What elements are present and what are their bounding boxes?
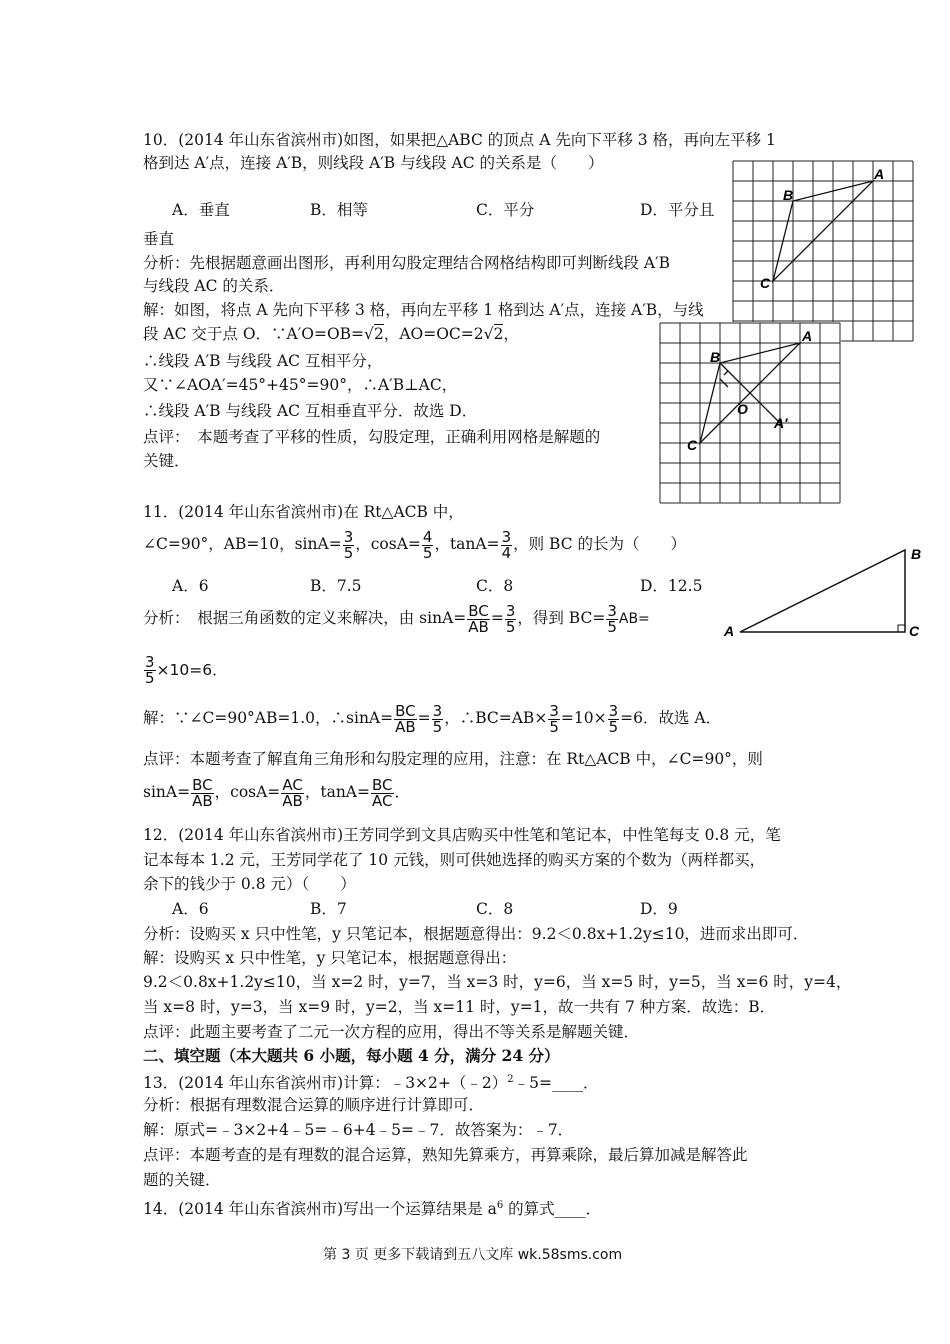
q12-option-a: A．6 (172, 900, 209, 918)
q10-grid-figure-2 (659, 322, 841, 504)
right-angle-mark (898, 625, 905, 632)
fig3-label-b: B (911, 546, 922, 562)
q11-option-c: C．8 (476, 577, 514, 595)
q11-stem-line1: 11．(2014 年山东省滨州市)在 Rt△ACB 中， (143, 503, 464, 521)
q10-solution-line2: 段 AC 交于点 O．∵A′O=OB=√2，AO=OC=2√2， (143, 325, 519, 343)
q12-solution-line2: 9.2＜0.8x+1.2y≤10，当 x=2 时，y=7，当 x=3 时，y=6，当 x=5 时，y=5，当 x=6 时，y=4， (143, 973, 852, 991)
q11-option-b: B．7.5 (310, 577, 362, 595)
q10-option-b: B．相等 (310, 201, 368, 219)
q10-grid-figure-1 (732, 160, 914, 342)
fig2-label-c: C (687, 437, 698, 453)
q11-analysis-line1: 分析： 根据三角函数的定义来解决，由 sinA= $\frac{BC}{AB}$ = $\frac{3}{5}$ ，得到 BC= $\frac{3}{5}$ AB= (143, 601, 650, 636)
section-2-heading: 二、填空题（本大题共 6 小题，每小题 4 分，满分 24 分） (143, 1046, 560, 1065)
fig2-label-b: B (710, 349, 721, 365)
q10-option-d-wrap: 垂直 (143, 230, 175, 248)
q10-stem-line1: 10．(2014 年山东省滨州市)如图，如果把△ABC 的顶点 A 先向下平移 3 格，再向左平移 1 (143, 131, 776, 149)
q11-comment-line1: 点评：本题考查了解直角三角形和勾股定理的应用，注意：在 Rt△ACB 中，∠C=90°，则 (143, 750, 763, 768)
q11-solution: 解：∵∠C=90°AB=1.0，∴sinA= $\frac{BC}{AB}$ = $\frac{3}{5}$ ，∴BC=AB× $\frac{3}{5}$ =10× $\frac{3}{5}$ =6．故选 A． (143, 701, 722, 736)
q11-comment-line2: sinA= $\frac{BC}{AB}$ ，cosA= $\frac{AC}{AB}$ ，tanA= $\frac{BC}{AC}$ ． (143, 775, 411, 810)
page-footer: 第 3 页 更多下载请到五八文库 wk.58sms.com (323, 1247, 623, 1263)
q13-analysis: 分析：根据有理数混合运算的顺序进行计算即可． (143, 1096, 485, 1114)
fig1-label-c: C (760, 275, 771, 291)
q13-stem: 13．(2014 年山东省滨州市)计算：﹣3×2+（﹣2）$^2$﹣5=____． (143, 1074, 599, 1093)
q10-option-a: A．垂直 (172, 201, 230, 219)
q12-analysis: 分析：设购买 x 只中性笔，y 只笔记本，根据题意得出：9.2＜0.8x+1.2y≤10，进而求出即可． (143, 925, 809, 943)
q10-solution-line5: ∴线段 A′B 与线段 AC 互相垂直平分．故选 D． (143, 402, 478, 420)
q13-comment-line2: 题的关键． (143, 1171, 221, 1189)
fig1-label-a: A (874, 166, 885, 182)
q12-stem-line3: 余下的钱少于 0.8 元）（ ） (143, 875, 356, 893)
q10-analysis-line2: 与线段 AC 的关系． (143, 277, 285, 295)
q11-option-a: A．6 (172, 577, 209, 595)
q12-option-c: C．8 (476, 900, 514, 918)
fig3-label-c: C (909, 623, 920, 639)
q12-stem-line2: 记本每本 1.2 元，王芳同学花了 10 元钱，则可供她选择的购买方案的个数为（两样都买， (143, 851, 766, 869)
q10-stem-line2: 格到达 A′点，连接 A′B，则线段 A′B 与线段 AC 的关系是（ ） (143, 154, 604, 172)
q12-solution-line3: 当 x=8 时，y=3，当 x=9 时，y=2，当 x=11 时，y=1，故一共有 7 种方案．故选：B． (143, 998, 776, 1016)
q10-solution-line3: ∴线段 A′B 与线段 AC 互相平分， (143, 352, 383, 370)
fig3-label-a: A (724, 623, 735, 639)
fig2-label-a-prime: A′ (774, 415, 788, 431)
q14-stem: 14．(2014 年山东省滨州市)写出一个运算结果是 $a^6$ 的算式____． (143, 1200, 602, 1219)
q10-option-c: C．平分 (476, 201, 535, 219)
q10-solution-line4: 又∵∠AOA′=45°+45°=90°，∴A′B⊥AC， (143, 376, 458, 394)
fig2-label-o: O (737, 401, 748, 417)
q13-comment-line1: 点评：本题考查的是有理数的混合运算，熟知先算乘方，再算乘除，最后算加减是解答此 (143, 1146, 748, 1164)
fig1-label-b: B (783, 187, 794, 203)
q11-analysis-line2: $\frac{3}{5}$ ×10=6． (145, 653, 228, 687)
q12-comment: 点评：此题主要考查了二元一次方程的应用，得出不等关系是解题关键． (143, 1023, 640, 1041)
q11-stem-line2: ∠C=90°，AB=10，sinA= $\frac{3}{5}$ ，cosA= $\frac{4}{5}$ ，tanA= $\frac{3}{4}$ ，则 BC 的长为（ ） (143, 527, 687, 562)
q13-solution: 解：原式=﹣3×2+4﹣5=﹣6+4﹣5=﹣7．故答案为：﹣7． (143, 1121, 574, 1139)
q12-option-d: D．9 (640, 900, 678, 918)
q10-comment-line2: 关键． (143, 452, 190, 470)
q10-solution-line1: 解：如图，将点 A 先向下平移 3 格，再向左平移 1 格到达 A′点，连接 A′B，与线 (143, 301, 704, 319)
q11-option-d: D．12.5 (640, 577, 703, 595)
fig2-label-a: A (802, 328, 813, 344)
sqrt-symbol: √ (364, 325, 374, 343)
q10-option-d: D．平分且 (640, 201, 715, 219)
q10-comment-line1: 点评： 本题考查了平移的性质，勾股定理，正确利用网格是解题的 (143, 428, 601, 446)
q12-option-b: B．7 (310, 900, 347, 918)
q12-stem-line1: 12．(2014 年山东省滨州市)王芳同学到文具店购买中性笔和笔记本，中性笔每支 0.8 元，笔 (143, 826, 781, 844)
q10-analysis-line1: 分析：先根据题意画出图形，再利用勾股定理结合网格结构即可判断线段 A′B (143, 254, 671, 272)
q11-right-triangle-figure (718, 543, 928, 643)
triangle-acb (740, 550, 905, 632)
q12-solution-line1: 解：设购买 x 只中性笔，y 只笔记本，根据题意得出： (143, 949, 517, 967)
